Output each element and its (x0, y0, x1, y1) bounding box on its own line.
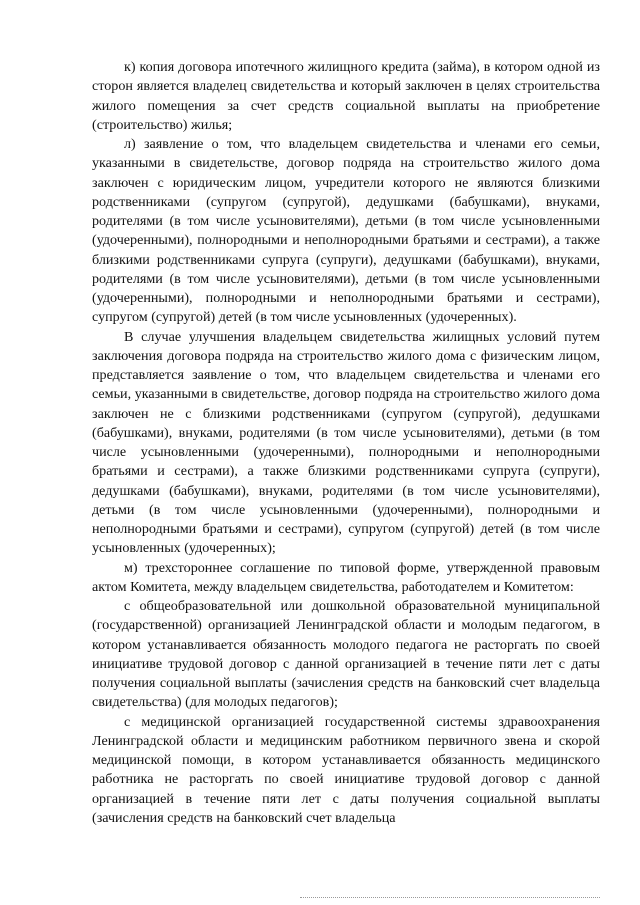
scan-edge-mark (300, 897, 600, 898)
paragraph-medical-workers: с медицинской организацией государственной системы здравоохранения Ленинградской области и медицинским работником первичного звена и скорой медицинской помощи, в котором устанавливается обязанность медицинского работника не расторгать по своей инициативе трудовой договор с данной организацией в течение пяти лет с даты получения социальной выплаты (зачисления средств на банковский счет владельца (92, 713, 600, 826)
paragraph-physical-person-case: В случае улучшения владельцем свидетельства жилищных условий путем заключения договора подряда на строительство жилого дома с физическим лицом, представляется заявление о том, что владельцем свидетельства и членами его семьи, указанными в свидетельстве, договор подряда на строительство жилого дома заключен не с близкими родственниками (супругом (супругой), дедушками (бабушками), внуками, родителями (в том числе усыновителями), детьми (в том числе усыновленными (удочеренными), полнородными и неполнородными братьями и сестрами), а также близкими родственниками супруга (супруги), дедушками (бабушками), внуками, родителями (в том числе усыновителями), детьми (в том числе усыновленными (удочеренными), полнородными и неполнородными братьями и сестрами), супругом (супругой) детей (в том числе усыновленных (удочеренных); (92, 328, 600, 557)
paragraph-item-m: м) трехстороннее соглашение по типовой форме, утвержденной правовым актом Комитета, между владельцем свидетельства, работодателем и Комитетом: (92, 559, 600, 595)
paragraph-item-k: к) копия договора ипотечного жилищного кредита (займа), в котором одной из сторон является владелец свидетельства и который заключен в целях строительства жилого помещения за счет средств социальной выплаты на приобретение (строительство) жилья; (92, 59, 600, 133)
paragraph-teachers: с общеобразовательной или дошкольной образовательной муниципальной (государственной) организацией Ленинградской области и молодым педагогом, в котором устанавливается обязанность молодого педагога не расторгать по своей инициативе трудовой договор с данной организацией в течение пяти лет с даты получения социальной выплаты (зачисления средств на банковский счет владельца свидетельства) (для молодых педагогов); (92, 598, 600, 711)
document-body (92, 58, 600, 828)
paragraph-item-l: л) заявление о том, что владельцем свидетельства и членами его семьи, указанными в свидетельстве, договор подряда на строительство жилого дома заключен с юридическим лицом, учредители которого не являются близкими родственниками (супругом (супругой), дедушками (бабушками), внуками, родителями (в том числе усыновителями), детьми (в том числе усыновленными (удочеренными), полнородными и неполнородными братьями и сестрами), а также близкими родственниками супруга (супруги), дедушками (бабушками), внуками, родителями (в том числе усыновителями), детьми (в том числе усыновленными (удочеренными), полнородными и неполнородными братьями и сестрами), супругом (супругой) детей (в том числе усыновленных (удочеренных). (92, 136, 600, 326)
